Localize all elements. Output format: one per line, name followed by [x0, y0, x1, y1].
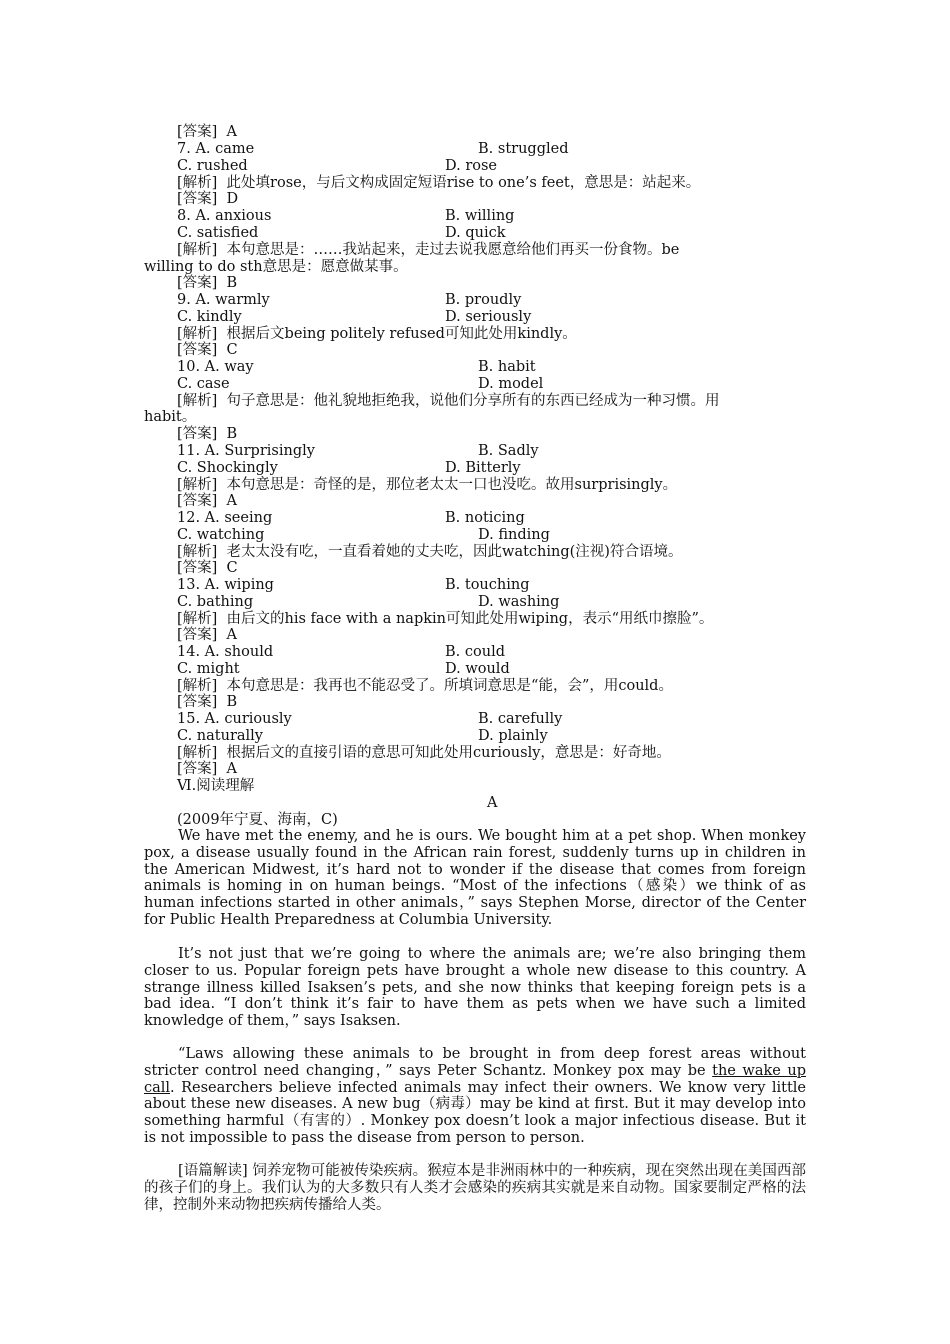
underlined-phrase: the wake up call	[144, 1062, 806, 1096]
option-b: B. struggled	[478, 141, 569, 157]
option-a: 9. A. warmly	[177, 292, 270, 308]
analysis-line: [解析] 由后文的his face with a napkin可知此处用wiping，表示“用纸巾擦脸”。	[177, 611, 714, 627]
option-b: B. proudly	[445, 292, 522, 308]
section-heading: Ⅵ.阅读理解	[177, 778, 255, 794]
passage-paragraph-2: It’s not just that we’re going to where the animals are; we’re also bringing them closer to us. Popular foreign pets have brought a whole new disease to this country. A strange illness killed Isaksen’s pets, and she now thinks that keeping foreign pets is a bad idea. “I don’t think it’s fair to have them as pets when we have such a limited knowledge of them，” says Isaksen.	[144, 946, 806, 1030]
paragraph-text: . Researchers believe infected animals may infect their owners. We know very little about these new diseases. A new bug（病毒）may be kind at first. But it may develop into something harmful（有害的）. Monkey pox doesn’t look a major infectious disease. But it is not impossible to pass the disease from person to person.	[144, 1079, 806, 1146]
option-c: C. watching	[177, 527, 265, 543]
option-d: D. Bitterly	[445, 460, 521, 476]
option-c: C. rushed	[177, 158, 248, 174]
option-a: 14. A. should	[177, 644, 274, 660]
analysis-line: [解析] 根据后文being politely refused可知此处用kindly。	[177, 326, 577, 342]
option-a: 15. A. curiously	[177, 711, 292, 727]
option-b: B. willing	[445, 208, 515, 224]
option-b: B. Sadly	[478, 443, 539, 459]
analysis-line: [解析] 本句意思是：奇怪的是，那位老太太一口也没吃。故用surprisingly。	[177, 477, 678, 493]
analysis-line: [解析] 本句意思是：我再也不能忍受了。所填词意思是“能，会”，用could。	[177, 678, 673, 694]
option-c: C. might	[177, 661, 240, 677]
option-c: C. bathing	[177, 594, 254, 610]
option-a: 13. A. wiping	[177, 577, 274, 593]
part-label: A	[487, 795, 498, 811]
analysis-continuation: habit。	[144, 409, 197, 425]
option-d: D. plainly	[478, 728, 548, 744]
option-b: B. habit	[478, 359, 536, 375]
option-d: D. quick	[445, 225, 506, 241]
answer-line: [答案] A	[177, 627, 238, 643]
analysis-line: [解析] 根据后文的直接引语的意思可知此处用curiously，意思是：好奇地。	[177, 745, 671, 761]
passage-paragraph-3	[144, 1046, 806, 1147]
option-c: C. Shockingly	[177, 460, 278, 476]
answer-line: [答案] B	[177, 694, 238, 710]
passage-summary: [语篇解读] 饲养宠物可能被传染疾病。猴痘本是非洲雨林中的一种疾病，现在突然出现在美国西部的孩子们的身上。我们认为的大多数只有人类才会感染的疾病其实就是来自动物。国家要制定严格的法律，控制外来动物把疾病传播给人类。	[144, 1163, 806, 1213]
option-d: D. model	[478, 376, 544, 392]
option-b: B. carefully	[478, 711, 563, 727]
option-d: D. would	[445, 661, 510, 677]
option-c: C. naturally	[177, 728, 263, 744]
analysis-line: [解析] 句子意思是：他礼貌地拒绝我，说他们分享所有的东西已经成为一种习惯。用	[177, 393, 720, 409]
option-c: C. satisfied	[177, 225, 259, 241]
source-line: (2009年宁夏、海南，C)	[177, 812, 338, 828]
option-b: B. could	[445, 644, 505, 660]
option-c: C. case	[177, 376, 230, 392]
option-a: 7. A. came	[177, 141, 255, 157]
option-d: D. finding	[478, 527, 550, 543]
option-a: 12. A. seeing	[177, 510, 273, 526]
analysis-line: [解析] 老太太没有吃，一直看着她的丈夫吃，因此watching(注视)符合语境。	[177, 544, 683, 560]
option-d: D. washing	[478, 594, 560, 610]
answer-line: [答案] C	[177, 342, 238, 358]
answer-line: [答案] A	[177, 124, 238, 140]
option-b: B. touching	[445, 577, 530, 593]
answer-line: [答案] A	[177, 761, 238, 777]
analysis-line: [解析] 本句意思是：……我站起来，走过去说我愿意给他们再买一份食物。be	[177, 242, 680, 258]
option-d: D. rose	[445, 158, 498, 174]
answer-line: [答案] B	[177, 275, 238, 291]
analysis-continuation: willing to do sth意思是：愿意做某事。	[144, 259, 408, 275]
answer-line: [答案] D	[177, 191, 239, 207]
option-a: 8. A. anxious	[177, 208, 272, 224]
option-b: B. noticing	[445, 510, 525, 526]
paragraph-text: “Laws allowing these animals to be brought in from deep forest areas without stricter control need changing，” says Peter Schantz. Monkey pox may be	[144, 1046, 806, 1079]
analysis-line: [解析] 此处填rose，与后文构成固定短语rise to one’s feet，意思是：站起来。	[177, 175, 701, 191]
option-a: 10. A. way	[177, 359, 254, 375]
answer-line: [答案] B	[177, 426, 238, 442]
passage-paragraph-1: We have met the enemy, and he is ours. We bought him at a pet shop. When monkey pox, a disease usually found in the African rain forest, suddenly turns up in children in the American Midwest, it’s hard not to wonder if the disease that comes from foreign animals is homing in on human beings. “Most of the infections（感染）we think of as human infections started in other animals，” says Stephen Morse, director of the Center for Public Health Preparedness at Columbia University.	[144, 828, 806, 928]
option-a: 11. A. Surprisingly	[177, 443, 315, 459]
option-d: D. seriously	[445, 309, 532, 325]
answer-line: [答案] A	[177, 493, 238, 509]
option-c: C. kindly	[177, 309, 242, 325]
answer-line: [答案] C	[177, 560, 238, 576]
